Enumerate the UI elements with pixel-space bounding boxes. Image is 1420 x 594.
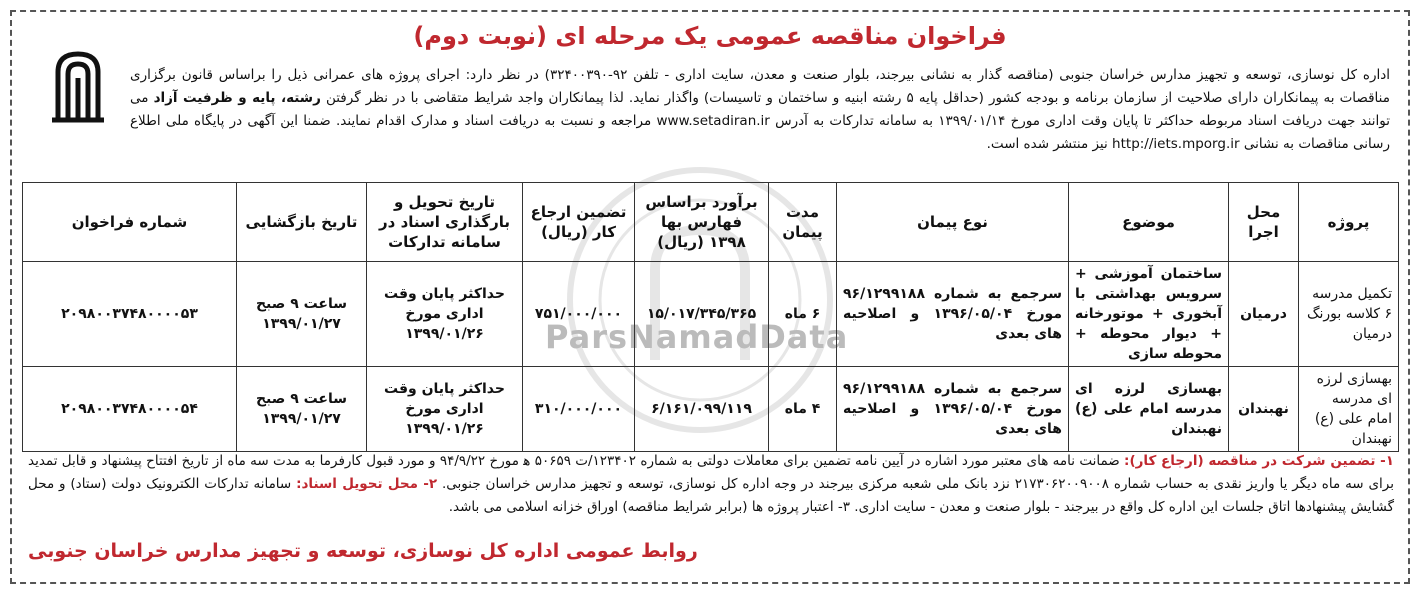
table-header-row: [23, 183, 1399, 262]
cell-duration: ۴ ماه: [769, 367, 837, 452]
organization-logo-icon: [50, 48, 106, 124]
cell-location: نهبندان: [1229, 367, 1299, 452]
cell-opening: ساعت ۹ صبح ۱۳۹۹/۰۱/۲۷: [237, 262, 367, 367]
intro-text-1: اداره کل نوسازی، توسعه و تجهیز مدارس خراسان جنوبی (مناقصه گذار به نشانی بیرجند، بلوار صنعت و معدن، سایت اداری - تلفن ۹۲-۳۲۴۰۰۳۹۰) در نظر دارد: اجرای پروژه های عمرانی ذیل را براساس قانون برگزاری مناقصات به پیمانکاران دارای صلاحیت از سازمان برنامه و بودجه کشور (حداقل پایه ۵ رشته ابنیه و ساختمان و تاسیسات) واگذار نماید. لذا پیمانکاران واجد شرایط متقاضی با در نظر گرفتن: [130, 67, 1390, 106]
note-1-text: ضمانت نامه های معتبر مورد اشاره در آیین نامه تضمین برای معاملات دولتی به شماره ۱۲۳۴۰۲/ت ۵۰۶۵۹ ه‍ مورخ ۹۴/۹/۲۲ و مورد قبول کارفرما به مدت سه ماه از تاریخ افتتاح پیشنهاد و قابل تمدید برای سه ماه دیگر یا واریز نقدی به حساب شماره ۲۱۷۳۰۶۲۰۰۹۰۰۸ نزد بانک ملی شعبه مرکزی بیرجند در وجه اداره کل نوسازی، توسعه و تجهیز مدارس خراسان جنوبی.: [28, 453, 1395, 492]
cell-guarantee: ۳۱۰/۰۰۰/۰۰۰: [523, 367, 635, 452]
cell-subject: ساختمان آموزشی + سرویس بهداشتی با آبخوری + موتورخانه + دیوار محوطه + محوطه سازی: [1069, 262, 1229, 367]
cell-duration: ۶ ماه: [769, 262, 837, 367]
cell-contract-type: سرجمع به شماره ۹۶/۱۲۹۹۱۸۸ مورخ ۱۳۹۶/۰۵/۰۴ و اصلاحیه های بعدی: [837, 262, 1069, 367]
cell-delivery: حداکثر پایان وقت اداری مورخ ۱۳۹۹/۰۱/۲۶: [367, 367, 523, 452]
header-estimate: برآورد براساس فهارس بها ۱۳۹۸ (ریال): [635, 183, 769, 262]
cell-estimate: ۶/۱۶۱/۰۹۹/۱۱۹: [635, 367, 769, 452]
header-delivery: تاریخ تحویل و بارگذاری اسناد در سامانه تدارکات: [367, 183, 523, 262]
cell-project: تکمیل مدرسه ۶ کلاسه بورنگ درمیان: [1299, 262, 1399, 367]
intro-text-2: می توانند جهت دریافت اسناد مربوطه حداکثر تا پایان وقت اداری مورخ ۱۳۹۹/۰۱/۱۴ به سامانه تدارکات به آدرس www.setadiran.ir مراجعه و نسبت به دریافت اسناد و مدارک اقدام نمایند. ضمنا این آگهی در پایگاه ملی اطلاع رسانی مناقصات به نشانی http://iets.mporg.ir نیز منتشر شده است.: [130, 90, 1390, 152]
projects-table: [22, 182, 1399, 452]
note-2-text: سامانه تدارکات الکترونیک دولت (ستاد) و محل گشایش پیشنهادها اتاق جلسات این اداره کل واقع در بیرجند - بلوار صنعت و معدن - سایت اداری. ۳- اعتبار پروژه ها (برابر شرایط مناقصه) اوراق خزانه اسلامی می باشد.: [28, 476, 1394, 515]
cell-guarantee: ۷۵۱/۰۰۰/۰۰۰: [523, 262, 635, 367]
note-1-label: ۱- تضمین شرکت در مناقصه (ارجاع کار):: [1124, 453, 1394, 469]
watermark-text: ParsNamadData: [545, 318, 849, 356]
intro-paragraph: [130, 64, 1390, 156]
header-duration: مدت پیمان: [769, 183, 837, 262]
notes-section: [28, 450, 1394, 519]
table-row: [23, 367, 1399, 452]
header-call-number: شماره فراخوان: [23, 183, 237, 262]
cell-contract-type: سرجمع به شماره ۹۶/۱۲۹۹۱۸۸ مورخ ۱۳۹۶/۰۵/۰۴ و اصلاحیه های بعدی: [837, 367, 1069, 452]
header-subject: موضوع: [1069, 183, 1229, 262]
header-contract-type: نوع پیمان: [837, 183, 1069, 262]
header-location: محل اجرا: [1229, 183, 1299, 262]
cell-call-number: ۲۰۹۸۰۰۳۷۴۸۰۰۰۰۵۳: [23, 262, 237, 367]
cell-estimate: ۱۵/۰۱۷/۳۴۵/۳۶۵: [635, 262, 769, 367]
cell-opening: ساعت ۹ صبح ۱۳۹۹/۰۱/۲۷: [237, 367, 367, 452]
cell-subject: بهسازی لرزه ای مدرسه امام علی (ع) نهبندان: [1069, 367, 1229, 452]
cell-project: بهسازی لرزه ای مدرسه امام علی (ع) نهبندان: [1299, 367, 1399, 452]
notice-title: فراخوان مناقصه عمومی یک مرحله ای (نوبت دوم): [413, 22, 1007, 50]
header-opening: تاریخ بازگشایی: [237, 183, 367, 262]
cell-call-number: ۲۰۹۸۰۰۳۷۴۸۰۰۰۰۵۴: [23, 367, 237, 452]
cell-location: درمیان: [1229, 262, 1299, 367]
header-project: پروژه: [1299, 183, 1399, 262]
footer-signature: روابط عمومی اداره کل نوسازی، توسعه و تجهیز مدارس خراسان جنوبی: [28, 540, 698, 562]
header-guarantee: تضمین ارجاع کار (ریال): [523, 183, 635, 262]
note-2-label: ۲- محل تحویل اسناد:: [296, 476, 438, 492]
table-row: [23, 262, 1399, 367]
cell-delivery: حداکثر پایان وقت اداری مورخ ۱۳۹۹/۰۱/۲۶: [367, 262, 523, 367]
intro-bold-text: رشته، پایه و ظرفیت آزاد: [153, 90, 321, 106]
